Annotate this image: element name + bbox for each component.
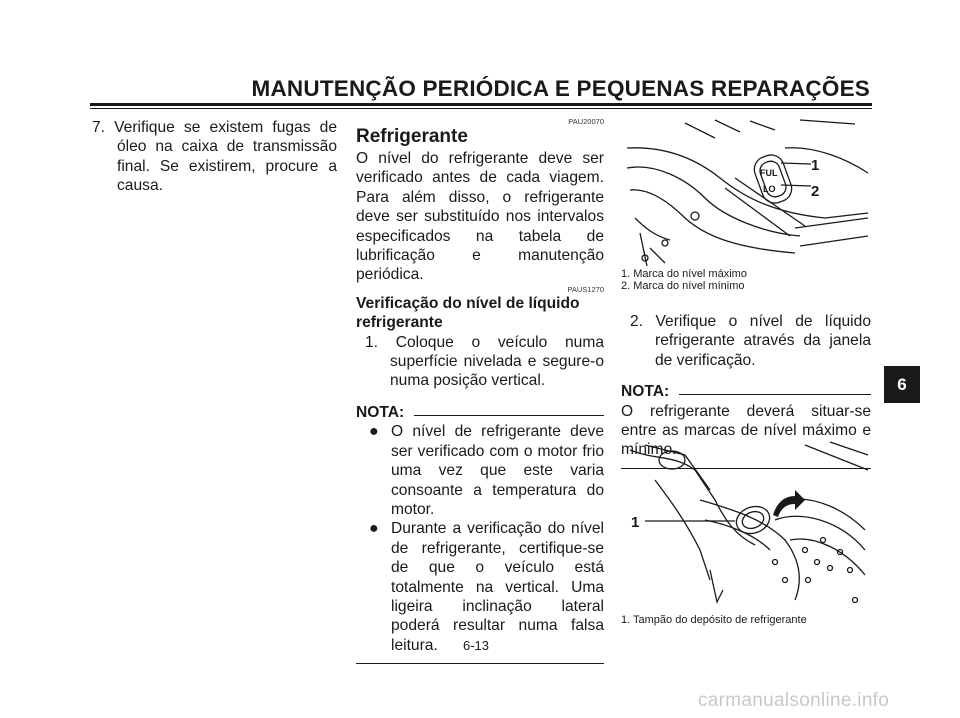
callout-1: 1 [811, 157, 820, 174]
nota-label: NOTA: [621, 383, 670, 401]
low-mark-label: LO [763, 184, 776, 194]
nota-label: NOTA: [356, 403, 405, 421]
nota-header [356, 403, 604, 422]
subsection-heading: Verificação do nível de líquido refrigerante [356, 294, 580, 332]
nota-end-rule [356, 663, 604, 664]
step-1-text: 1. Coloque o veículo numa superfície nivelada e segure-o numa posição vertical. [365, 333, 604, 390]
figure-1-caption [621, 268, 747, 292]
step-2-text: 2. Verifique o nível de líquido refrigerante através da janela de verificação. [630, 313, 871, 369]
reference-code-1: PAU20070 [568, 117, 604, 126]
bullet-item [356, 422, 604, 519]
nota-rule [679, 394, 871, 395]
coolant-level-window-figure [625, 118, 870, 266]
column-middle [356, 117, 604, 664]
callout-2: 2 [811, 183, 820, 200]
bullet-item [356, 519, 604, 655]
section-heading: Refrigerante [356, 126, 468, 147]
bullet-text: O nível de refrigerante deve ser verificado com o motor frio uma vez que este varia consoante a temperatura do motor. [391, 423, 604, 518]
bullet-dot-icon: ● [369, 423, 379, 441]
coolant-reservoir-cap-figure [625, 440, 870, 610]
figure-2-caption: 1. Tampão do depósito de refrigerante [621, 614, 807, 626]
reference-code-2: PAUS1270 [567, 284, 604, 294]
bullet-text: Durante a verificação do nível de refrigerante, certifique-se de que o veículo está totalmente na vertical. Uma ligeira inclinação lateral poderá resultar numa falsa leitura. [391, 520, 604, 654]
nota-header [621, 382, 871, 401]
nota-rule [414, 415, 604, 416]
rotation-arrow-icon [773, 490, 805, 517]
caption-line: 1. Marca do nível máximo [621, 268, 747, 280]
step-7-text: 7. Verifique se existem fugas de óleo na caixa de transmissão final. Se existirem, procure a causa. [92, 119, 337, 195]
callout-1: 1 [631, 514, 640, 531]
header-rule-thick [90, 103, 872, 106]
full-mark-label: FUL [760, 168, 778, 178]
header-rule-thin [90, 108, 872, 109]
bullet-dot-icon: ● [369, 520, 379, 538]
caption-line: 2. Marca do nível mínimo [621, 280, 745, 292]
column-left [92, 118, 337, 196]
page-number: 6-13 [463, 638, 490, 653]
page-header-title: MANUTENÇÃO PERIÓDICA E PEQUENAS REPARAÇÕES [251, 76, 870, 101]
intro-paragraph: O nível do refrigerante deve ser verificado antes de cada viagem. Para além disso, o refrigerante deve ser substituído nos intervalos especificados na tabela de lubrificação e manutenção periódica. [356, 150, 604, 284]
nota-text: O refrigerante deverá situar-se entre as marcas de nível máximo e mínimo. [621, 402, 871, 459]
watermark: carmanualsonline.info [698, 690, 890, 711]
chapter-tab: 6 [884, 366, 920, 403]
